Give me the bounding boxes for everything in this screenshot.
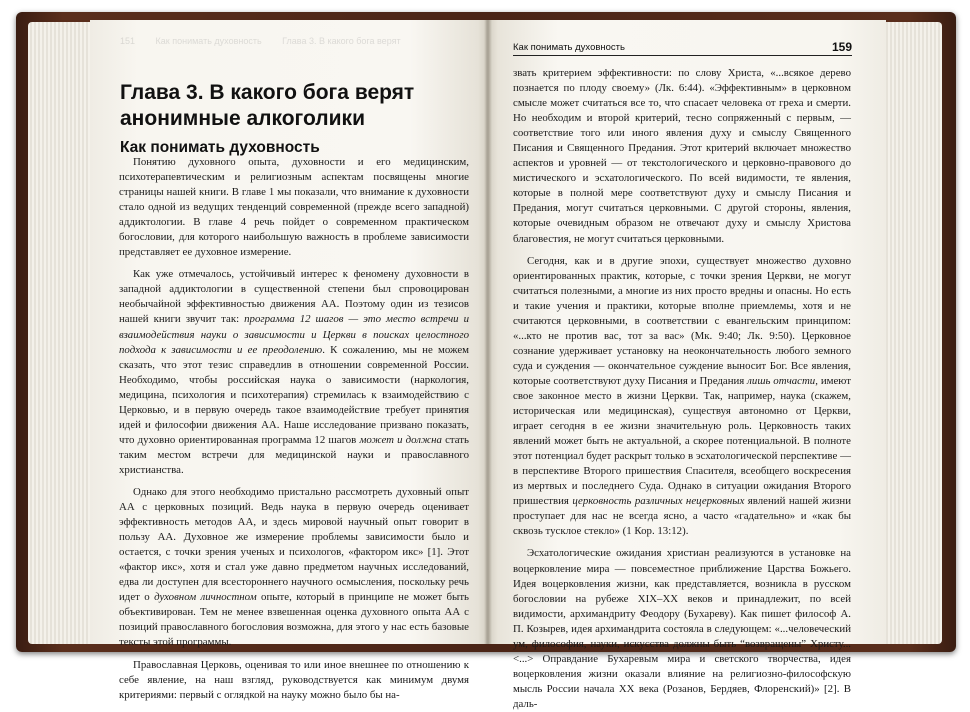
italic-text: церковность различных нецерковных bbox=[572, 495, 745, 508]
paragraph: Православная Церковь, оценивая то или иное внешнее по отношению к себе явление, на наш взгляд, руководствуется как минимум двумя критериями: первый с оглядкой на науку можно было бы на- bbox=[119, 658, 469, 701]
running-header bbox=[513, 38, 852, 56]
paragraph bbox=[119, 485, 469, 651]
right-text-column bbox=[513, 66, 851, 712]
text-run: . К сожалению, мы не можем сказать, что этот тезис справедлив в отношении современной России. Необходимо, чтобы российская наука о зависимости (наркология, медицина, психология и психотерапия) стремилась к взаимодействию с Церковью, и в первую очередь такое взаимодействие требует принятия идей и философии движения АА. Наше исследование призвано показать, что духовно ориентированная программа 12 шагов bbox=[119, 343, 470, 446]
page-edges-right bbox=[880, 22, 942, 644]
page-number: 159 bbox=[831, 40, 852, 54]
italic-text: лишь отчасти bbox=[747, 374, 816, 387]
text-run: , имеют свое законное место в жизни Церкви. Так, например, наука (скажем, историческая или медицинская), существуя автономно от Церкви, играет сегодня в ее жизни значительную роль. Церковность таких явлений может быть не актуальной, а скорее потенциальной. В полноте этот потенциал будет раскрыт только в эсхатологической перспективе — в перспективе Второго пришествия Спасителя, всеобщего воскресения из мертвых и последнего Суда. Однако в ситуации ожидания Второго пришествия bbox=[513, 374, 851, 508]
paragraph: Эсхатологические ожидания христиан реализуются в установке на воцерковление мира — повсеместное приближение Царства Божьего. Идея воцерковления жизни, как представляется, возникла в русском богословии на рубеже XIX–XX веков и принадлежит, по всей видимости, архимандриту Феодору (Бухареву). Как пишет философ А. П. Козырев, идея архимандрита состояла в следующем: «...человеческий ум, философия, науки, искусства должны быть “возвращены” Христу... <...> Оправдание Бухаревым мира и светского творчества, идея воцерковления жизни оказали влияние на религиозно-философскую мысль России начала XX века (Розанов, Бердяев, Флоренский)» [2]. В даль- bbox=[513, 547, 851, 710]
text-run: явлений нашей жизни проступает для нас не всегда ясно, а часто «гадательно» и «как бы сквозь тусклое стекло» (1 Кор. 13:12). bbox=[513, 495, 852, 538]
show-through-text: Глава 3. В какого бога верят bbox=[282, 36, 401, 46]
text-run: Сегодня, как и в другие эпохи, существует множество духовно ориентированных практик, которые, с точки зрения Церкви, не могут считаться полезными, а многие из них просто вредны и опасны. Но есть и такие учения и практики, которые вполне приемлемы, хотя и не считаются церковными, в соответствии с евангельским принципом: «...кто не против вас, тот за вас» (Мк. 9:40; Лк. 9:50). Церковное сознание удерживает установку на неокончательность любого земного суда и суждения — окончательное суждение выносит Бог. Все явления, которые соответствуют духу Писания и Предания bbox=[513, 254, 851, 387]
italic-text: может и должна bbox=[359, 433, 442, 446]
text-run: Как уже отмечалось, устойчивый интерес к феномену духовности в западной аддиктологии в существенной степени был спровоцирован необычайной эффективностью движения АА. Поэтому один из тезисов нашей книги звучит так: bbox=[119, 268, 469, 326]
paragraph: звать критерием эффективности: по слову Христа, «...всякое дерево познается по плоду своему» (Лк. 6:44). «Эффективным» в церковном смысле может считаться все то, что спасает человека от греха и смерти. Но необходим и второй критерий, тесно сопряженный с первым, — соответствие того или иного явления духу и смыслу Священного Писания и Священного Предания. Этот критерий включает множество аспектов и уровней — от текстологического и церковно-правового до мистического и эсхатологического. По всей видимости, те явления, которые в полной мере соответствуют духу и смыслу Писания и Предания, могут считаться церковными. С другой стороны, явления, которые очевидным образом не отвечают духу и смыслу Христова благовестия, не могут считаться церковными. bbox=[513, 67, 851, 245]
book-gutter bbox=[484, 20, 492, 644]
show-through-text: 151 bbox=[120, 36, 136, 46]
text-run: Однако для этого необходимо пристально рассмотреть духовный опыт АА с церковных позиций. Ведь наука в первую очередь оценивает эффективность методов АА, и здесь мировой научный опыт говорит в пользу АА. Духовное же измерение проблемы зависимости было и остается, с точки зрения ученых и психологов, «фактором икс» [1]. Этот «фактор икс», хотя и стал уже давно предметом научных исследований, едва ли доступен для всестороннего научного осмысления, поскольку речь идет о bbox=[119, 485, 469, 604]
show-through-text: Как понимать духовность bbox=[155, 36, 262, 46]
paragraph: Понятию духовного опыта, духовности и его медицинским, психотерапевтическим и религиозным аспектам посвящены многие страницы нашей книги. В главе 1 мы показали, что внимание к духовности стало одной из ведущих тенденций современной (прежде всего западной) аддиктологии. В главе 4 речь пойдет о современном практическом богословии, для которого наибольшую важность в проблеме зависимости представляет ее духовное измерение. bbox=[119, 156, 469, 259]
show-through-header bbox=[120, 36, 468, 60]
paragraph bbox=[119, 267, 469, 478]
chapter-title: Глава 3. В какого бога верят анонимные алкоголики bbox=[120, 81, 415, 130]
italic-text: программа 12 шагов — это место встречи и взаимодействия науки о зависимости и Церкви в поисках целостного подхода к зависимости и ее преодолению bbox=[119, 313, 469, 356]
text-run: опыте, который в принципе не может быть объективирован. Тем не менее взвешенная оценка духовного опыта АА с позиций православного богословия возможна, для этого у нас есть базовые тексты этой программы. bbox=[119, 591, 469, 649]
left-text-column bbox=[119, 155, 469, 703]
italic-text: духовном личностном bbox=[154, 591, 257, 604]
text-run: стать таким местом встречи для медицинской науки и православного христианства. bbox=[119, 433, 469, 476]
section-title: Как понимать духовность bbox=[120, 139, 320, 156]
paragraph bbox=[513, 254, 851, 540]
running-header-title: Как понимать духовность bbox=[513, 42, 625, 53]
